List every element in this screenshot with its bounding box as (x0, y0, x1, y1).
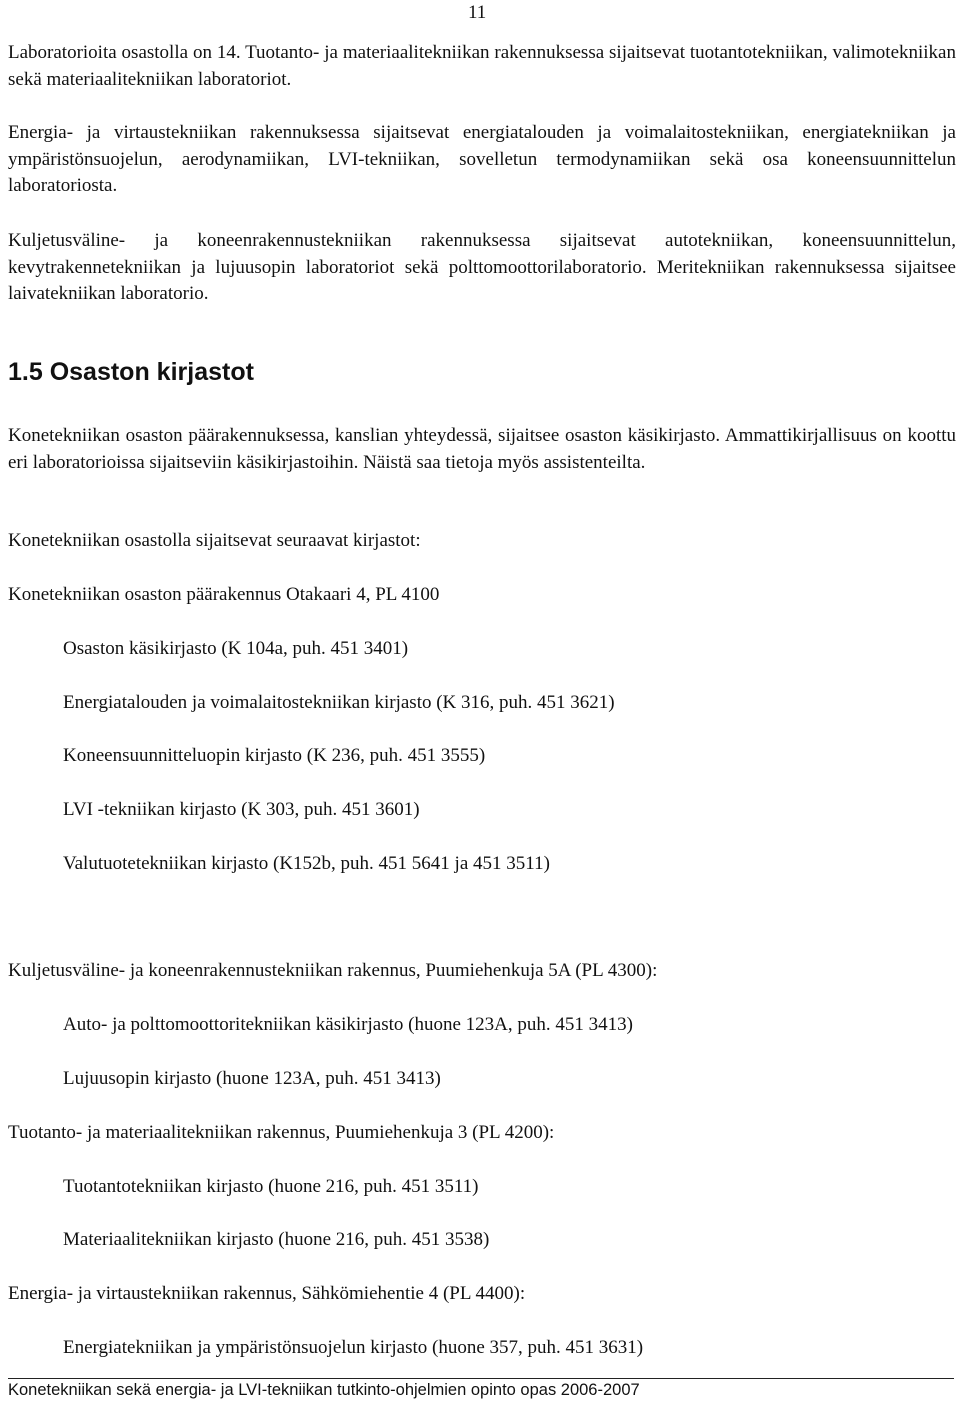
libraries-lead: Konetekniikan osastolla sijaitsevat seuraavat kirjastot: (8, 530, 421, 551)
library-item: Auto- ja polttomoottoritekniikan käsikirjasto (huone 123A, puh. 451 3413) (63, 1014, 633, 1035)
page-number: 11 (468, 2, 487, 23)
library-item: Valutuotetekniikan kirjasto (K152b, puh. 451 5641 ja 451 3511) (63, 853, 550, 874)
footer-rule (8, 1378, 954, 1379)
library-item: Osaston käsikirjasto (K 104a, puh. 451 3401) (63, 638, 409, 659)
library-item: Tuotantotekniikan kirjasto (huone 216, puh. 451 3511) (63, 1176, 479, 1197)
library-item: Lujuusopin kirjasto (huone 123A, puh. 451 3413) (63, 1068, 441, 1089)
location-vehicle-building: Kuljetusväline- ja koneenrakennustekniikan rakennus, Puumiehenkuja 5A (PL 4300): (8, 960, 658, 981)
location-production-building: Tuotanto- ja materiaalitekniikan rakennus, Puumiehenkuja 3 (PL 4200): (8, 1122, 555, 1143)
paragraph-libraries-intro: Konetekniikan osaston päärakennuksessa, kanslian yhteydessä, sijaitsee osaston käsikirjasto. Ammattikirjallisuus on koottu eri laboratorioissa sijaitseviin käsikirjastoihin. Näistä saa tietoja myös assistenteilta. (8, 425, 956, 473)
page-footer: Konetekniikan sekä energia- ja LVI-tekniikan tutkinto-ohjelmien opinto opas 2006-2007 (8, 1381, 640, 1399)
paragraph-laboratories: Laboratorioita osastolla on 14. Tuotanto- ja materiaalitekniikan rakennuksessa sijaitsevat tuotantotekniikan, valimotekniikan sekä materiaalitekniikan laboratoriot. (8, 42, 956, 90)
paragraph-energy-building: Energia- ja virtaustekniikan rakennuksessa sijaitsevat energiatalouden ja voimalaitostekniikan, energiatekniikan ja ympäristönsuojelun, aerodynamiikan, LVI-tekniikan, sovelletun termodynamiikan sekä osa koneensuunnittelun laboratoriosta. (8, 122, 956, 196)
library-item: LVI -tekniikan kirjasto (K 303, puh. 451 3601) (63, 799, 420, 820)
paragraph-vehicle-building: Kuljetusväline- ja koneenrakennustekniikan rakennuksessa sijaitsevat autotekniikan, koneensuunnittelun, kevytrakennetekniikan ja lujuusopin laboratoriot sekä polttomoottorilaboratorio. Meritekniikan rakennuksessa sijaitsee laivatekniikan laboratorio. (8, 230, 956, 304)
location-energy-building: Energia- ja virtaustekniikan rakennus, Sähkömiehentie 4 (PL 4400): (8, 1283, 526, 1304)
library-item: Energiatalouden ja voimalaitostekniikan kirjasto (K 316, puh. 451 3621) (63, 692, 615, 713)
library-item: Koneensuunnitteluopin kirjasto (K 236, puh. 451 3555) (63, 745, 486, 766)
library-item: Materiaalitekniikan kirjasto (huone 216, puh. 451 3538) (63, 1229, 490, 1250)
library-item: Energiatekniikan ja ympäristönsuojelun kirjasto (huone 357, puh. 451 3631) (63, 1337, 644, 1358)
location-main-building: Konetekniikan osaston päärakennus Otakaari 4, PL 4100 (8, 584, 440, 605)
section-heading: 1.5 Osaston kirjastot (8, 358, 254, 386)
